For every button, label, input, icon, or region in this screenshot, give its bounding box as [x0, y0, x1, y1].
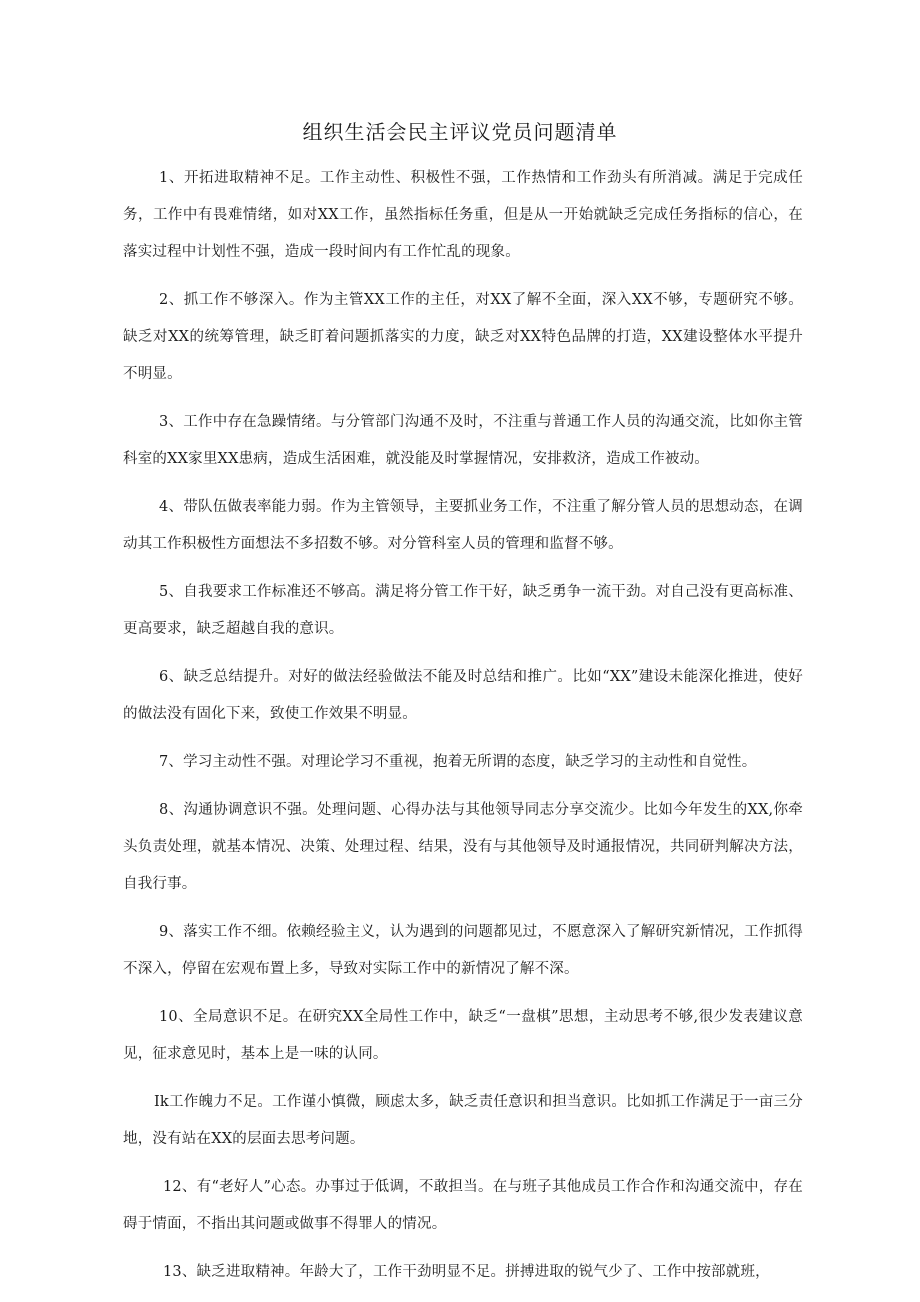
paragraph-9: 9、落实工作不细。依赖经验主义，认为遇到的问题都见过，不愿意深入了解研究新情况，工作抓得不深入，停留在宏观布置上多，导致对实际工作中的新情况了解不深。	[123, 924, 803, 977]
paragraph-10: 10、全局意识不足。在研究XX全局性工作中，缺乏“一盘棋”思想，主动思考不够,很少发表建议意见，征求意见时，基本上是一味的认同。	[123, 1009, 803, 1062]
paragraph-8: 8、沟通协调意识不强。处理问题、心得办法与其他领导同志分享交流少。比如今年发生的XX,你牵头负责处理，就基本情况、决策、处理过程、结果，没有与其他领导及时通报情况，共同研判解决方法，自我行事。	[123, 802, 803, 892]
document-title: 组织生活会民主评议党员问题清单	[302, 120, 618, 144]
paragraph-12: 12、有“老好人”心态。办事过于低调，不敢担当。在与班子其他成员工作合作和沟通交流中，存在碍于情面，不指出其问题或做事不得罪人的情况。	[123, 1179, 803, 1232]
paragraph-13: 13、缺乏进取精神。年龄大了，工作干劲明显不足。拼搏进取的锐气少了、工作中按部就班，	[163, 1264, 770, 1280]
paragraph-11: Ik工作魄力不足。工作谨小慎微，顾虑太多，缺乏责任意识和担当意识。比如抓工作满足于一亩三分地，没有站在XX的层面去思考问题。	[123, 1094, 803, 1147]
document-body	[123, 160, 803, 1302]
paragraph-7: 7、学习主动性不强。对理论学习不重视，抱着无所谓的态度，缺乏学习的主动性和自觉性。	[159, 754, 757, 770]
paragraph-4: 4、带队伍做表率能力弱。作为主管领导，主要抓业务工作，不注重了解分管人员的思想动态，在调动其工作积极性方面想法不多招数不够。对分管科室人员的管理和监督不够。	[123, 499, 803, 552]
paragraph-5: 5、自我要求工作标准还不够高。满足将分管工作干好，缺乏勇争一流干劲。对自己没有更高标准、更高要求，缺乏超越自我的意识。	[123, 584, 803, 637]
paragraph-2: 2、抓工作不够深入。作为主管XX工作的主任，对XX了解不全面，深入XX不够，专题研究不够。缺乏对XX的统筹管理，缺乏盯着问题抓落实的力度，缺乏对XX特色品牌的打造，XX建设整体水平提升不明显。	[123, 292, 803, 382]
paragraph-3: 3、工作中存在急躁情绪。与分管部门沟通不及时，不注重与普通工作人员的沟通交流，比如你主管科室的XX家里XX患病，造成生活困难，就没能及时掌握情况，安排救济，造成工作被动。	[123, 414, 803, 467]
paragraph-1: 1、开拓进取精神不足。工作主动性、积极性不强，工作热情和工作劲头有所消减。满足于完成任务，工作中有畏难情绪，如对XX工作，虽然指标任务重，但是从一开始就缺乏完成任务指标的信心，在落实过程中计划性不强，造成一段时间内有工作忙乱的现象。	[123, 170, 803, 260]
paragraph-6: 6、缺乏总结提升。对好的做法经验做法不能及时总结和推广。比如“XX”建设未能深化推进，使好的做法没有固化下来，致使工作效果不明显。	[123, 669, 803, 722]
